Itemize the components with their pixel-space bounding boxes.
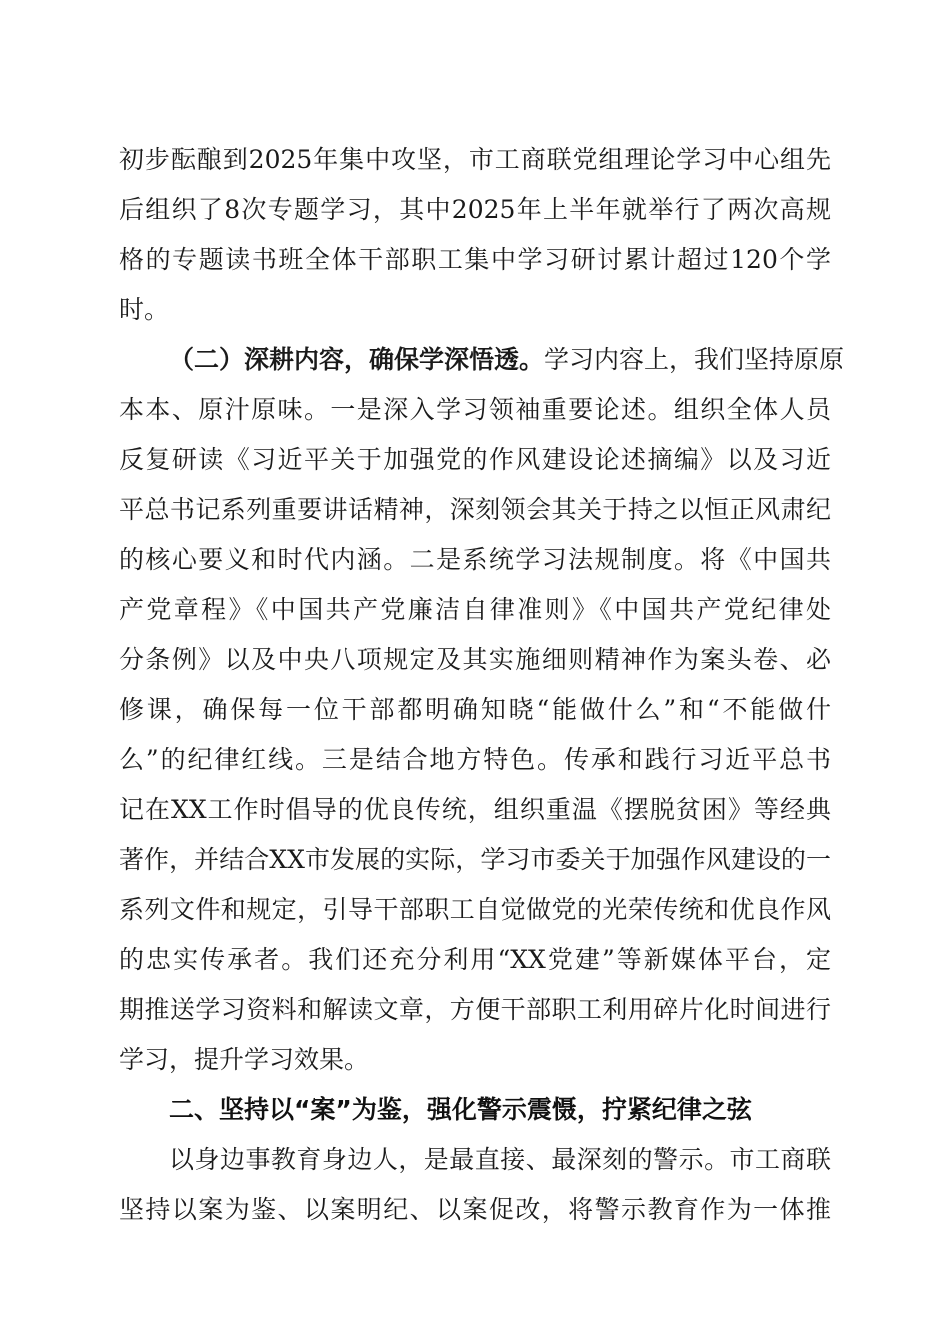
paragraph-line: 以身边事教育身边人，是最直接、最深刻的警示。市工商联 [169, 1145, 831, 1174]
section-two-first-line [169, 340, 845, 380]
paragraph-line: 时。 [119, 295, 170, 324]
paragraph-line: 修课，确保每一位干部都明确知晓“能做什么”和“不能做什 [119, 695, 831, 724]
paragraph-line: 格的专题读书班全体干部职工集中学习研讨累计超过120个学 [119, 245, 831, 274]
paragraph-line: 后组织了8次专题学习，其中2025年上半年就举行了两次高规 [119, 195, 831, 224]
paragraph-line: 的核心要义和时代内涵。二是系统学习法规制度。将《中国共 [119, 545, 831, 574]
section-two-title: （二）深耕内容，确保学深悟透。 [169, 345, 545, 374]
paragraph-line: 记在XX工作时倡导的优良传统，组织重温《摆脱贫困》等经典 [119, 795, 831, 824]
paragraph-line: 么”的纪律红线。三是结合地方特色。传承和践行习近平总书 [119, 745, 831, 774]
paragraph-line: 分条例》以及中央八项规定及其实施细则精神作为案头卷、必 [119, 645, 831, 674]
paragraph-line: 系列文件和规定，引导干部职工自觉做党的光荣传统和优良作风 [119, 895, 831, 924]
paragraph-line: 产党章程》《中国共产党廉洁自律准则》《中国共产党纪律处 [119, 595, 831, 624]
section-heading: 二、坚持以“案”为鉴，强化警示震慑，拧紧纪律之弦 [169, 1095, 752, 1124]
paragraph-line: 著作，并结合XX市发展的实际，学习市委关于加强作风建设的一 [119, 845, 831, 874]
paragraph-line: 期推送学习资料和解读文章，方便干部职工利用碎片化时间进行 [119, 995, 831, 1024]
paragraph-line: 学习，提升学习效果。 [119, 1045, 370, 1074]
paragraph-line: 初步酝酿到2025年集中攻坚，市工商联党组理论学习中心组先 [119, 145, 831, 174]
paragraph-line: 平总书记系列重要讲话精神，深刻领会其关于持之以恒正风肃纪 [119, 495, 831, 524]
section-two-text: 学习内容上，我们坚持原原 [544, 345, 845, 374]
paragraph-line: 的忠实传承者。我们还充分利用“XX党建”等新媒体平台，定 [119, 945, 831, 974]
paragraph-line: 坚持以案为鉴、以案明纪、以案促改，将警示教育作为一体推 [119, 1195, 831, 1224]
paragraph-line: 本本、原汁原味。一是深入学习领袖重要论述。组织全体人员 [119, 395, 831, 424]
paragraph-line: 反复研读《习近平关于加强党的作风建设论述摘编》以及习近 [119, 445, 831, 474]
